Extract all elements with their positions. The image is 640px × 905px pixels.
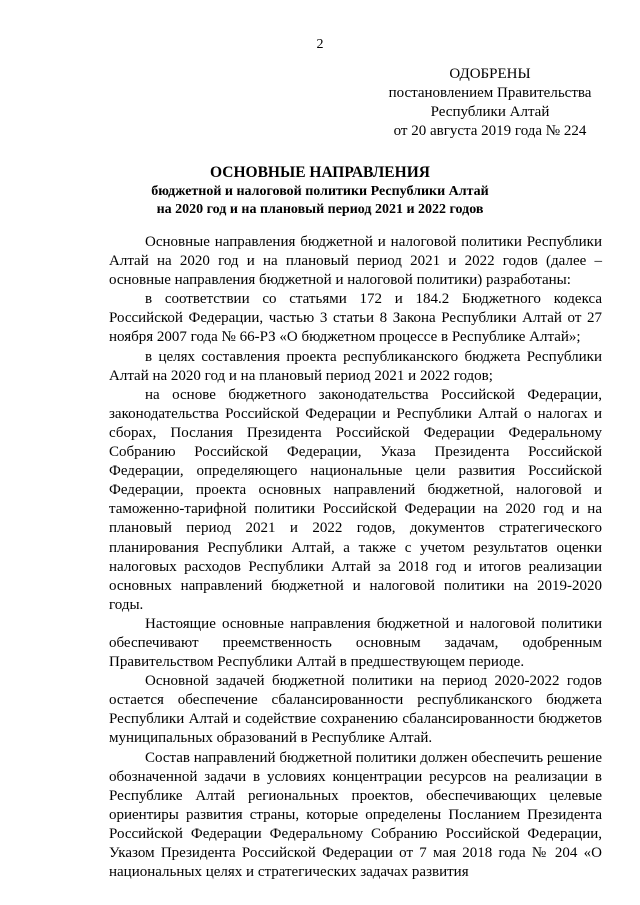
document-body bbox=[109, 233, 602, 882]
paragraph-continuity: Настоящие основные направления бюджетной и налоговой политики обеспечивают преемственность основным задачам, одобренным Правительством Республики Алтай в предшествующем периоде. bbox=[109, 615, 602, 671]
approval-line-2: постановлением Правительства bbox=[388, 85, 592, 101]
paragraph-intro: Основные направления бюджетной и налоговой политики Республики Алтай на 2020 год и на плановый период 2021 и 2022 годов (далее – основные направления бюджетной и налоговой политики) разработаны: bbox=[109, 234, 602, 289]
approval-line-4: от 20 августа 2019 года № 224 bbox=[393, 123, 587, 139]
title-main: ОСНОВНЫЕ НАПРАВЛЕНИЯ bbox=[210, 164, 430, 181]
approval-stamp bbox=[360, 65, 620, 141]
page-number: 2 bbox=[316, 37, 324, 52]
title-subtitle-2: на 2020 год и на плановый период 2021 и 2022 годов bbox=[156, 202, 484, 217]
approval-line-1: ОДОБРЕНЫ bbox=[449, 66, 531, 82]
paragraph-legal-basis: на основе бюджетного законодательства Российской Федерации, законодательства Российской Федерации и Республики Алтай о налогах и сборах, Послания Президента Российской Федерации Федеральному Собранию Российской Федерации, Указа Президента Российской Федерации, определяющего национальные цели развития Российской Федерации, проекта основных направлений бюджетной, налоговой и таможенно-тарифной политики Российской Федерации на 2020 год и на плановый период 2021 и 2022 годов, документов стратегического планирования Республики Алтай, а также с учетом результатов оценки налоговых расходов Республики Алтай за 2018 год и итогов реализации основных направлений бюджетной и налоговой политики на 2019-2020 годы. bbox=[109, 386, 602, 613]
paragraph-purpose: в целях составления проекта республиканского бюджета Республики Алтай на 2020 год и на плановый период 2021 и 2022 годов; bbox=[109, 348, 602, 384]
approval-line-3: Республики Алтай bbox=[430, 104, 550, 120]
document-title bbox=[90, 163, 550, 219]
paragraph-main-task: Основной задачей бюджетной политики на период 2020-2022 годов остается обеспечение сбалансированности республиканского бюджета Республики Алтай и содействие сохранению сбалансированности бюджетов муниципальных образований в Республике Алтай. bbox=[109, 673, 602, 747]
title-subtitle-1: бюджетной и налоговой политики Республики Алтай bbox=[151, 184, 489, 199]
paragraph-basis-code: в соответствии со статьями 172 и 184.2 Бюджетного кодекса Российской Федерации, частью 3 статьи 8 Закона Республики Алтай от 27 ноября 2007 года № 66-РЗ «О бюджетном процессе в Республике Алтай»; bbox=[109, 291, 602, 346]
paragraph-directions: Состав направлений бюджетной политики должен обеспечить решение обозначенной задачи в условиях концентрации ресурсов на реализации в Республике Алтай региональных проектов, обеспечивающих целевые ориентиры развития страны, которые определены Посланием Президента Российской Федерации Федеральному Собранию Российской Федерации, Указом Президента Российской Федерации от 7 мая 2018 года № 204 «О национальных целях и стратегических задачах развития bbox=[109, 749, 602, 881]
